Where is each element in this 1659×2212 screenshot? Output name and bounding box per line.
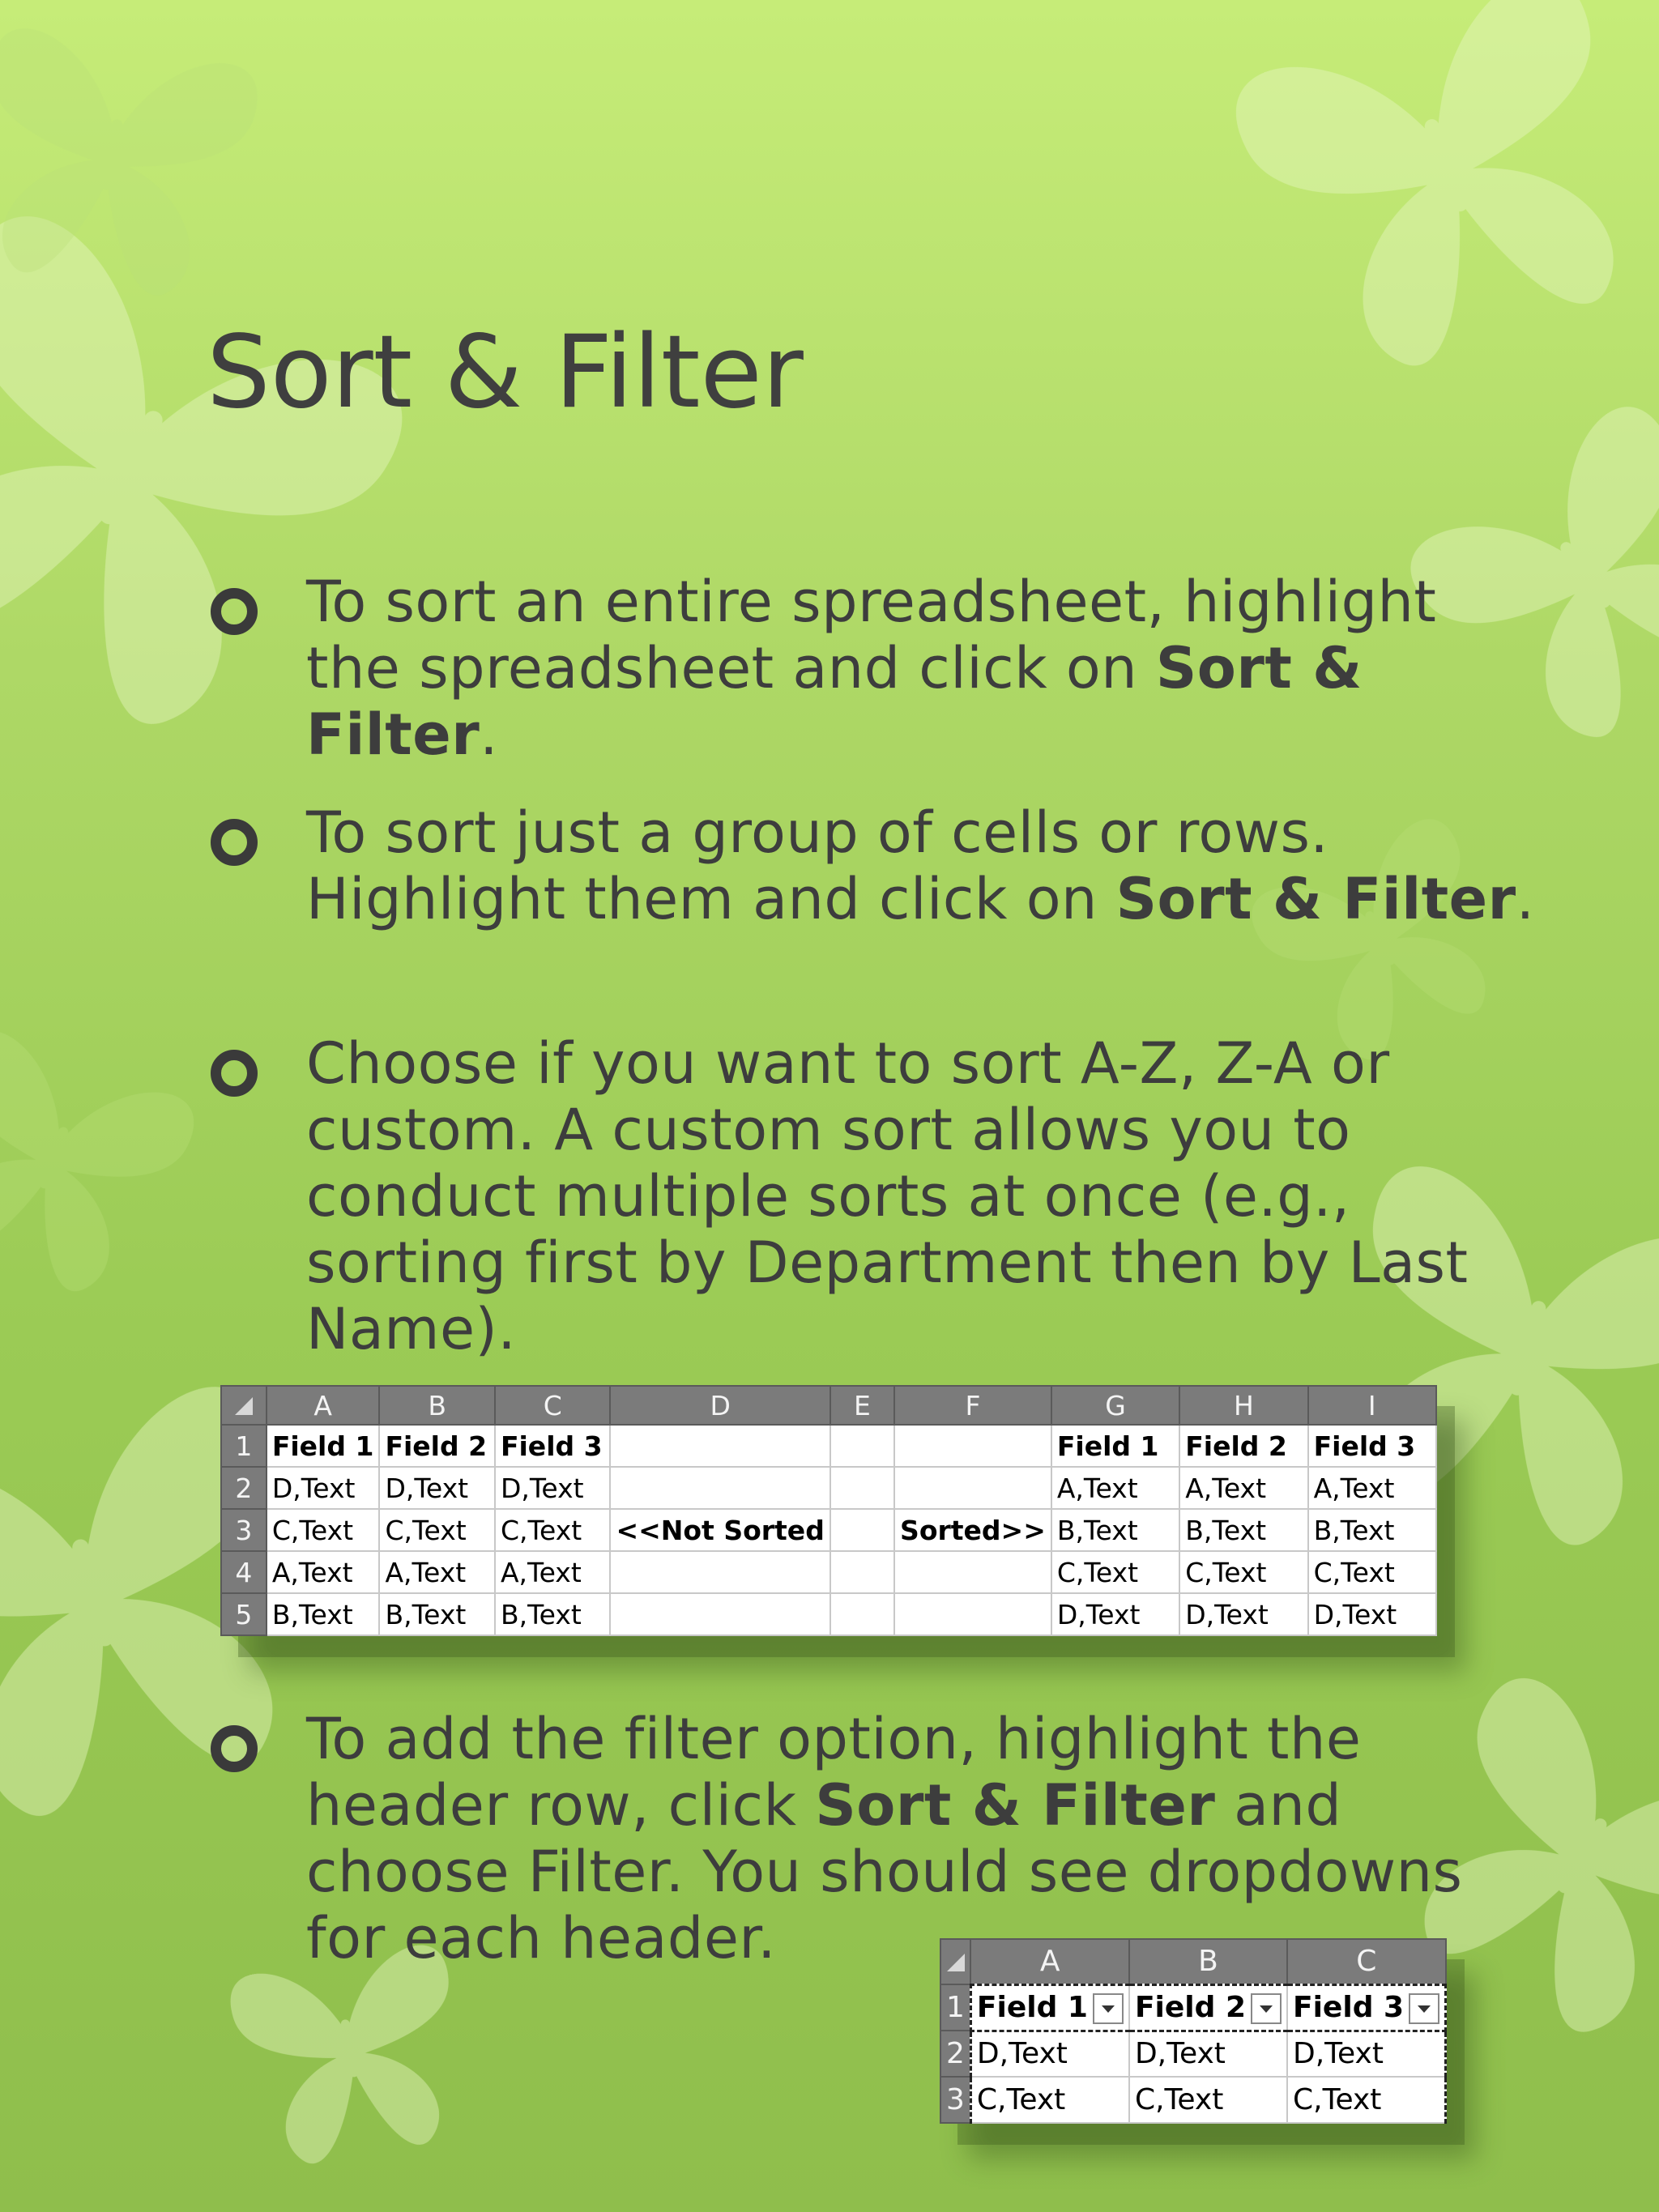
cell[interactable]: D,Text [970, 2031, 1129, 2077]
bullet-text: Choose if you want to sort A-Z, Z-A or custom. A custom sort allows you to conduct multiple sorts at once (e.g., sorting first by Department then by Last Name). [306, 1030, 1469, 1362]
bullet-sort-group [211, 799, 1537, 932]
bullet-ring-icon [211, 1050, 258, 1097]
header-label: Field 3 [1293, 1991, 1405, 2024]
cell[interactable] [610, 1593, 830, 1635]
cell[interactable] [894, 1425, 1051, 1467]
cell[interactable]: C,Text [379, 1509, 495, 1551]
header-label: Field 1 [976, 1991, 1088, 2024]
table-row [940, 1984, 1446, 2031]
cell[interactable] [830, 1509, 894, 1551]
sort-example-spreadsheet [220, 1385, 1437, 1636]
cell[interactable] [830, 1593, 894, 1635]
cell[interactable]: Field 1 [1051, 1425, 1179, 1467]
bullet-ring-icon [211, 819, 258, 866]
select-all-corner[interactable] [221, 1386, 267, 1425]
cell[interactable]: A,Text [379, 1551, 495, 1593]
cell[interactable] [894, 1467, 1051, 1509]
column-header[interactable]: A [970, 1939, 1129, 1984]
cell[interactable]: C,Text [1287, 2077, 1446, 2123]
header-label: Field 2 [1134, 1991, 1246, 2024]
bullet-text-part: To add the filter option, highlight the header row, click [306, 1706, 1362, 1839]
filter-header-cell[interactable] [1129, 1984, 1287, 2031]
bullet-text-part: . [1516, 866, 1535, 932]
bullet-text-part: To sort just a group of cells or rows. Highlight them and click on [306, 799, 1329, 932]
bullet-sort-entire [211, 569, 1537, 768]
cell[interactable]: A,Text [1308, 1467, 1436, 1509]
cell[interactable] [830, 1425, 894, 1467]
cell[interactable] [894, 1551, 1051, 1593]
bullet-text [306, 569, 1537, 768]
row-header[interactable]: 3 [940, 2077, 970, 2123]
row-header[interactable]: 1 [940, 1984, 970, 2031]
cell[interactable]: D,Text [1308, 1593, 1436, 1635]
cell[interactable]: B,Text [1179, 1509, 1307, 1551]
cell[interactable]: A,Text [495, 1551, 611, 1593]
column-header[interactable]: I [1308, 1386, 1436, 1425]
cell[interactable]: C,Text [1179, 1551, 1307, 1593]
cell[interactable] [830, 1551, 894, 1593]
column-header[interactable]: C [1287, 1939, 1446, 1984]
bullet-text-bold: Sort & Filter [1115, 866, 1516, 932]
bullet-text-part: . [480, 701, 499, 768]
cell[interactable] [610, 1425, 830, 1467]
cell[interactable]: D,Text [1179, 1593, 1307, 1635]
filter-header-cell[interactable] [1287, 1984, 1446, 2031]
bullet-add-filter [211, 1706, 1537, 1971]
table-row [221, 1509, 1436, 1551]
cell[interactable]: C,Text [495, 1509, 611, 1551]
row-header[interactable]: 5 [221, 1593, 267, 1635]
table-row [940, 2077, 1446, 2123]
column-header-row [940, 1939, 1446, 1984]
bullet-text-part: To sort an entire spreadsheet, highlight the spreadsheet and click on [306, 569, 1437, 701]
bullet-ring-icon [211, 1725, 258, 1772]
cell[interactable]: D,Text [267, 1467, 380, 1509]
table-row [221, 1467, 1436, 1509]
cell[interactable] [894, 1593, 1051, 1635]
column-header[interactable]: H [1179, 1386, 1307, 1425]
cell[interactable]: B,Text [267, 1593, 380, 1635]
cell[interactable]: C,Text [970, 2077, 1129, 2123]
column-header-row [221, 1386, 1436, 1425]
filter-header-cell[interactable] [970, 1984, 1129, 2031]
cell[interactable]: D,Text [379, 1467, 495, 1509]
column-header[interactable]: F [894, 1386, 1051, 1425]
not-sorted-label[interactable]: <<Not Sorted [610, 1509, 830, 1551]
cell[interactable]: C,Text [1051, 1551, 1179, 1593]
bullet-text-bold: Sort & Filter [815, 1772, 1216, 1839]
cell[interactable]: B,Text [495, 1593, 611, 1635]
row-header[interactable]: 3 [221, 1509, 267, 1551]
filter-dropdown-icon[interactable] [1409, 1993, 1439, 2024]
cell[interactable]: B,Text [1051, 1509, 1179, 1551]
filter-example-spreadsheet [940, 1938, 1447, 2124]
filter-dropdown-icon[interactable] [1251, 1993, 1282, 2024]
bullet-text [306, 799, 1537, 932]
row-header[interactable]: 2 [221, 1467, 267, 1509]
cell[interactable]: D,Text [495, 1467, 611, 1509]
cell[interactable]: Field 2 [379, 1425, 495, 1467]
cell[interactable]: C,Text [267, 1509, 380, 1551]
column-header[interactable]: A [267, 1386, 380, 1425]
cell[interactable]: C,Text [1129, 2077, 1287, 2123]
bullet-text-part: and choose Filter. You should see dropdowns for each header. [306, 1772, 1463, 1971]
cell[interactable] [830, 1467, 894, 1509]
cell[interactable]: D,Text [1051, 1593, 1179, 1635]
row-header[interactable]: 2 [940, 2031, 970, 2077]
column-header[interactable]: C [495, 1386, 611, 1425]
column-header[interactable]: D [610, 1386, 830, 1425]
cell[interactable] [610, 1467, 830, 1509]
sorted-label[interactable]: Sorted>> [894, 1509, 1051, 1551]
column-header[interactable]: G [1051, 1386, 1179, 1425]
row-header[interactable]: 4 [221, 1551, 267, 1593]
table-row [221, 1425, 1436, 1467]
row-header[interactable]: 1 [221, 1425, 267, 1467]
cell[interactable]: D,Text [1129, 2031, 1287, 2077]
cell[interactable]: A,Text [1179, 1467, 1307, 1509]
filter-dropdown-icon[interactable] [1093, 1993, 1124, 2024]
bullet-sort-order [211, 1030, 1537, 1362]
bullet-ring-icon [211, 588, 258, 635]
cell[interactable]: C,Text [1308, 1551, 1436, 1593]
table-row [940, 2031, 1446, 2077]
cell[interactable]: Field 3 [1308, 1425, 1436, 1467]
cell[interactable]: A,Text [267, 1551, 380, 1593]
cell[interactable]: B,Text [379, 1593, 495, 1635]
bullet-text [306, 1706, 1537, 1971]
select-all-corner[interactable] [940, 1939, 970, 1984]
column-header[interactable]: B [1129, 1939, 1287, 1984]
table-row [221, 1593, 1436, 1635]
cell[interactable] [610, 1551, 830, 1593]
cell[interactable]: Field 1 [267, 1425, 380, 1467]
cell[interactable]: D,Text [1287, 2031, 1446, 2077]
column-header[interactable]: E [830, 1386, 894, 1425]
table-row [221, 1551, 1436, 1593]
cell[interactable]: B,Text [1308, 1509, 1436, 1551]
cell[interactable]: Field 3 [495, 1425, 611, 1467]
cell[interactable]: Field 2 [1179, 1425, 1307, 1467]
bullet-text-bold: Sort & Filter [306, 635, 1363, 768]
cell[interactable]: A,Text [1051, 1467, 1179, 1509]
column-header[interactable]: B [379, 1386, 495, 1425]
slide-title: Sort & Filter [207, 314, 804, 431]
